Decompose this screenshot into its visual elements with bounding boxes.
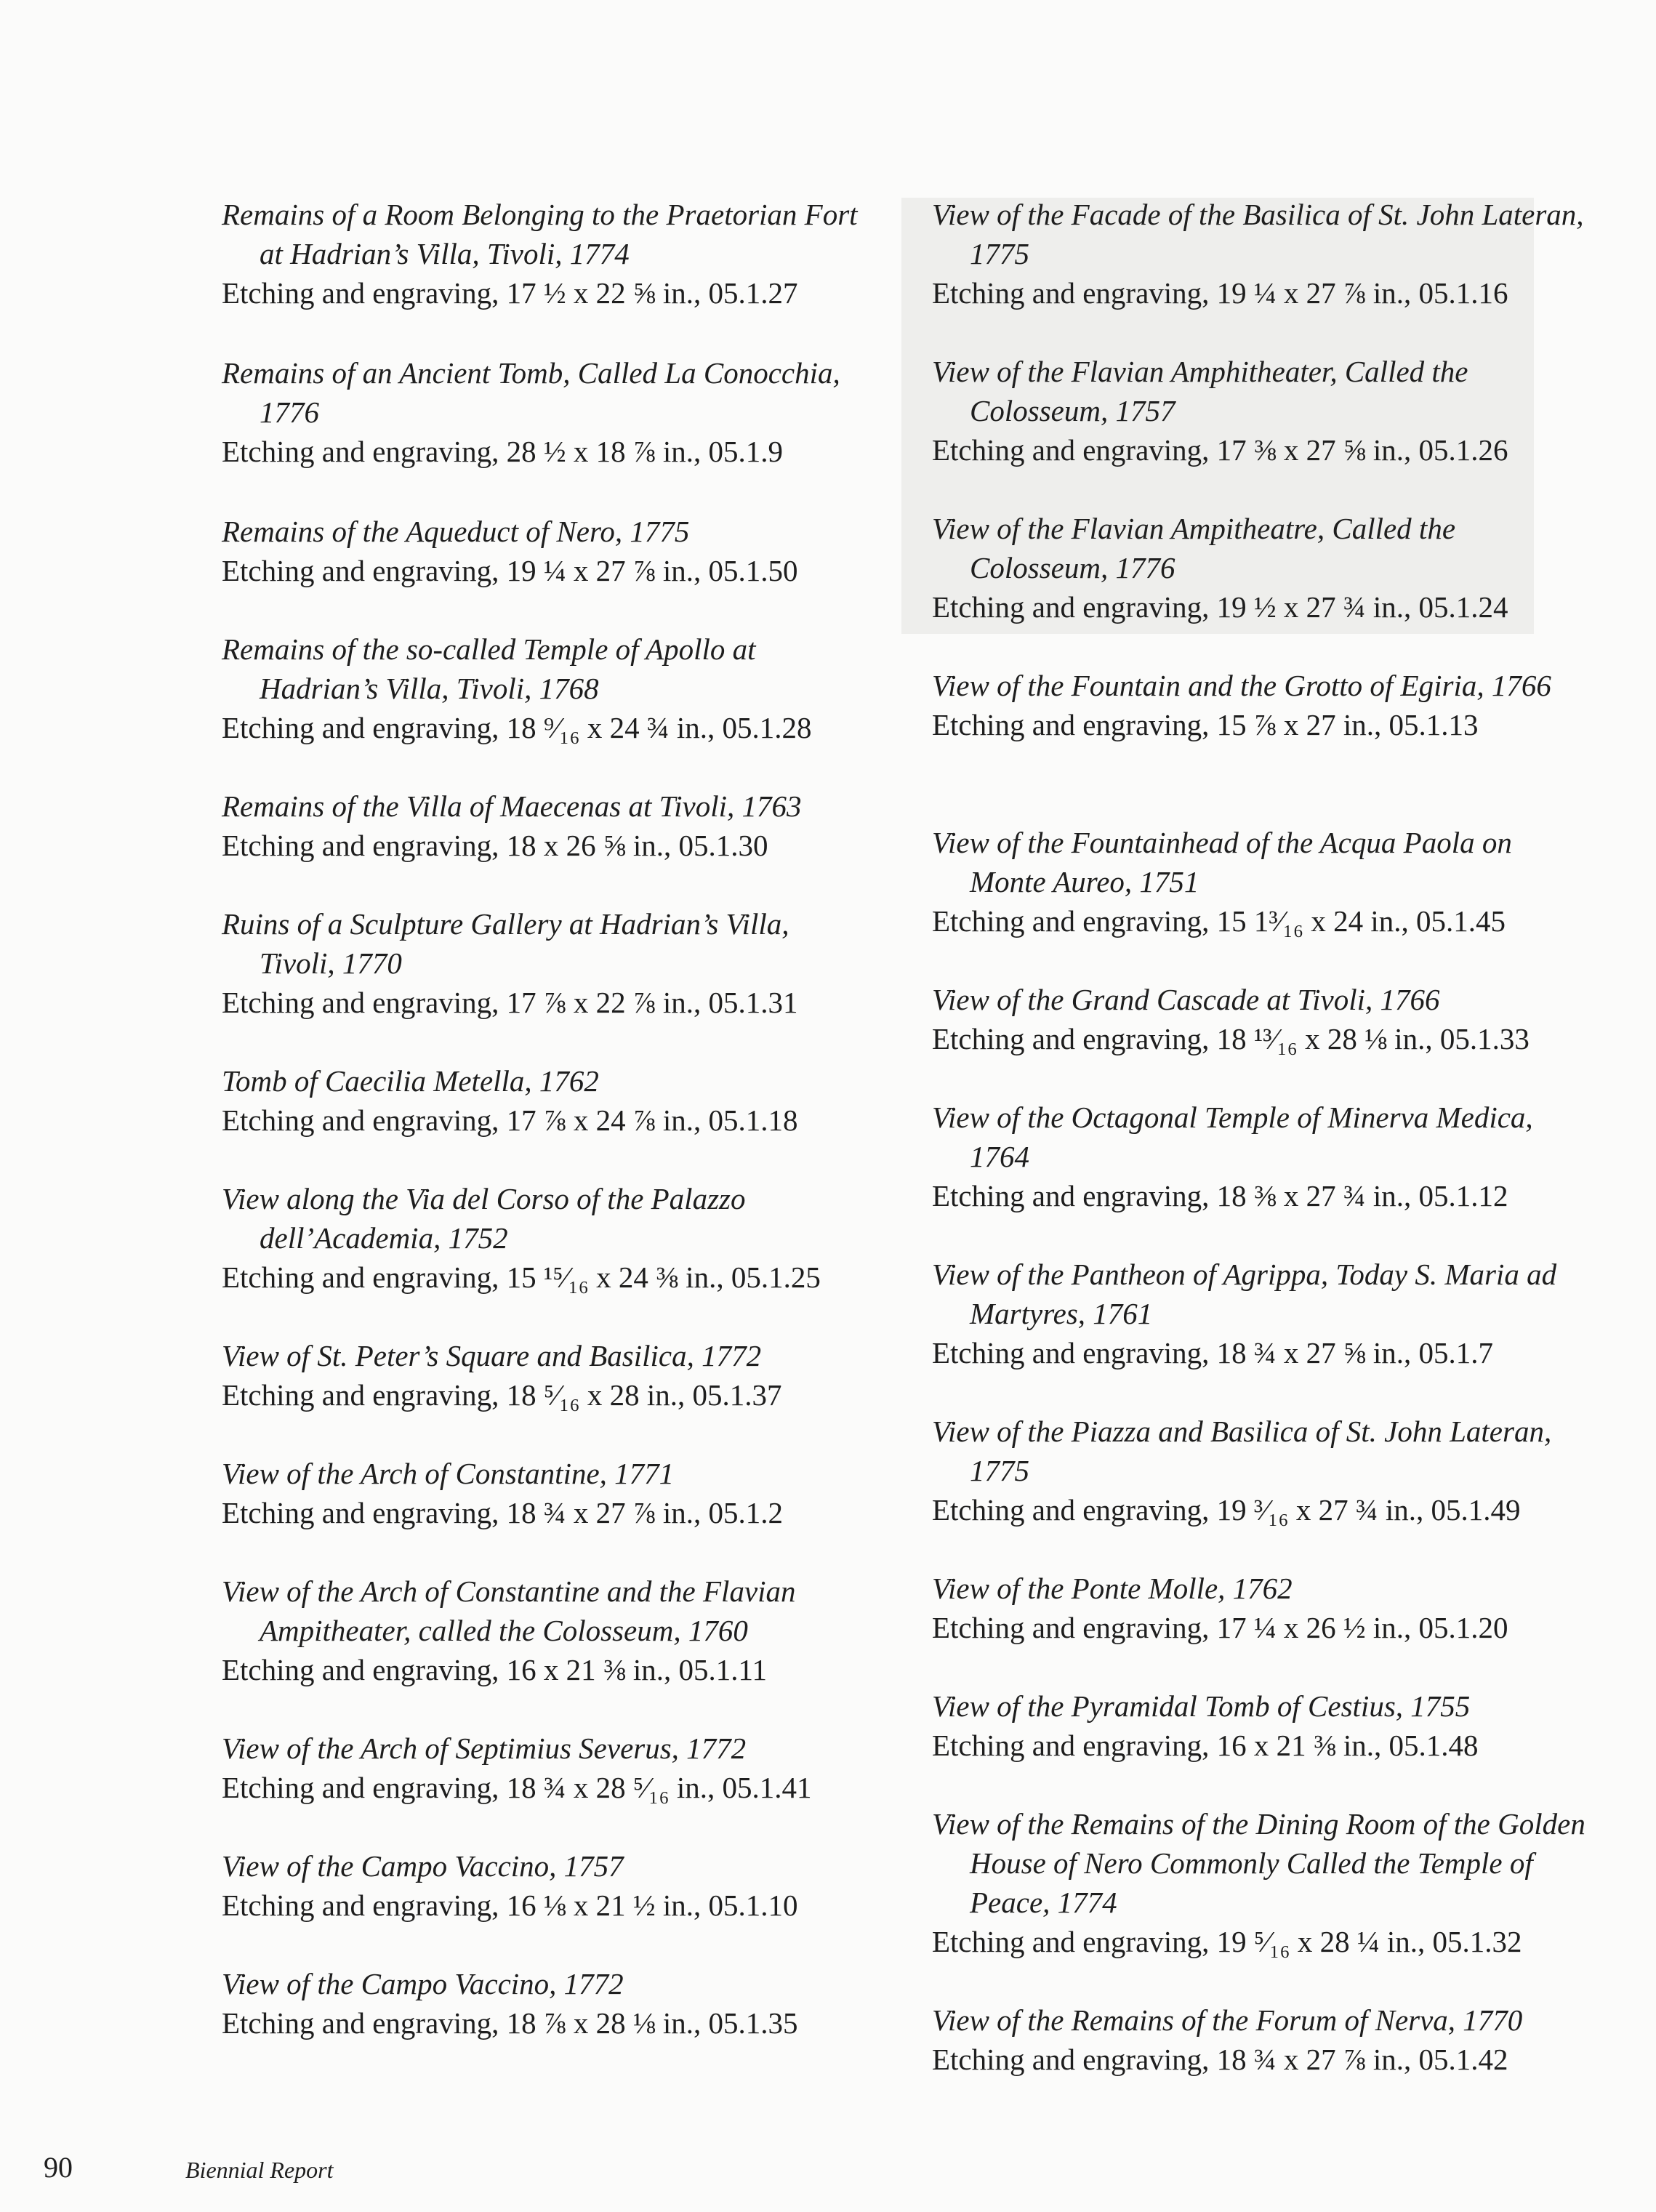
entry-medium: Etching and engraving, 16 x 21 ⅜ in., 05.1.48 (932, 1729, 1479, 1762)
entry-title: View of the Fountainhead of the Acqua Paola on Monte Aureo, 1751 (932, 826, 1512, 898)
entry-medium: Etching and engraving, 17 ⅜ x 27 ⅝ in., 05.1.26 (932, 433, 1508, 467)
entry-medium: Etching and engraving, 17 ¼ x 26 ½ in., 05.1.20 (932, 1611, 1508, 1644)
entry-title: View of the Arch of Septimius Severus, 1772 (222, 1732, 747, 1765)
entry-medium: Etching and engraving, 18 ¹³⁄₁₆ x 28 ⅛ in., 05.1.33 (932, 1022, 1530, 1055)
catalog-entry (932, 1098, 1586, 1215)
entry-title: Remains of the Aqueduct of Nero, 1775 (222, 515, 690, 548)
catalog-entry (222, 904, 861, 1022)
entry-medium: Etching and engraving, 18 ⅞ x 28 ⅛ in., 05.1.35 (222, 2006, 798, 2040)
catalog-entry (222, 1729, 861, 1807)
catalog-entry (222, 353, 861, 471)
entry-title: View of the Facade of the Basilica of St. John Lateran, 1775 (932, 198, 1584, 270)
entry-title: View of the Pyramidal Tomb of Cestius, 1755 (932, 1689, 1471, 1723)
entry-medium: Etching and engraving, 19 ⁵⁄₁₆ x 28 ¼ in., 05.1.32 (932, 1925, 1522, 1958)
entry-medium: Etching and engraving, 17 ⅞ x 22 ⅞ in., 05.1.31 (222, 986, 798, 1019)
entry-title: View of the Grand Cascade at Tivoli, 1766 (932, 983, 1440, 1016)
entry-title: Remains of the Villa of Maecenas at Tivoli, 1763 (222, 789, 802, 823)
catalog-entry (932, 509, 1586, 627)
entry-title: View of the Flavian Amphitheater, Called the Colosseum, 1757 (932, 355, 1468, 427)
entry-title: View of the Flavian Ampitheatre, Called the Colosseum, 1776 (932, 512, 1456, 584)
catalog-entry (932, 2000, 1586, 2079)
entry-title: View of the Piazza and Basilica of St. John Lateran, 1775 (932, 1415, 1552, 1487)
entry-medium: Etching and engraving, 19 ¼ x 27 ⅞ in., 05.1.16 (932, 276, 1508, 310)
entry-medium: Etching and engraving, 18 ⁵⁄₁₆ x 28 in., 05.1.37 (222, 1378, 782, 1412)
catalog-entry (932, 823, 1586, 941)
entry-medium: Etching and engraving, 18 ¾ x 28 ⁵⁄₁₆ in., 05.1.41 (222, 1771, 812, 1804)
entry-title: View of the Octagonal Temple of Minerva Medica, 1764 (932, 1101, 1533, 1173)
catalog-entry (222, 1846, 861, 1925)
catalog-entry (222, 1061, 861, 1140)
entry-medium: Etching and engraving, 16 x 21 ⅜ in., 05.1.11 (222, 1653, 768, 1686)
entry-medium: Etching and engraving, 19 ¼ x 27 ⅞ in., 05.1.50 (222, 554, 798, 587)
entry-medium: Etching and engraving, 18 ⅜ x 27 ¾ in., 05.1.12 (932, 1179, 1508, 1212)
entry-title: View of the Remains of the Dining Room of the Golden House of Nero Commonly Called the Temple of Peace, 1774 (932, 1807, 1585, 1919)
catalog-entry (222, 1964, 861, 2043)
catalog-entry (932, 980, 1586, 1058)
entry-title: View of the Arch of Constantine and the Flavian Ampitheater, called the Colosseum, 1760 (222, 1574, 796, 1647)
catalog-entry (932, 1686, 1586, 1765)
entry-medium: Etching and engraving, 18 ¾ x 27 ⅞ in., 05.1.2 (222, 1496, 784, 1529)
entry-title: View of the Campo Vaccino, 1757 (222, 1849, 624, 1883)
running-title: Biennial Report (185, 2157, 334, 2183)
entry-medium: Etching and engraving, 15 ¹⁵⁄₁₆ x 24 ⅜ in., 05.1.25 (222, 1260, 821, 1294)
entry-title: Remains of the so-called Temple of Apollo at Hadrian’s Villa, Tivoli, 1768 (222, 632, 756, 705)
catalog-entry (932, 1412, 1586, 1529)
entry-medium: Etching and engraving, 18 ¾ x 27 ⅞ in., 05.1.42 (932, 2043, 1508, 2076)
entry-title: View of the Ponte Molle, 1762 (932, 1572, 1293, 1605)
entry-medium: Etching and engraving, 28 ½ x 18 ⅞ in., 05.1.9 (222, 435, 784, 468)
catalog-entry (932, 1569, 1586, 1647)
entry-title: View along the Via del Corso of the Palazzo dell’Academia, 1752 (222, 1182, 746, 1255)
catalog-entry (222, 195, 861, 313)
entry-title: Remains of a Room Belonging to the Praetorian Fort at Hadrian’s Villa, Tivoli, 1774 (222, 198, 858, 270)
entry-medium: Etching and engraving, 19 ½ x 27 ¾ in., 05.1.24 (932, 590, 1508, 624)
entry-medium: Etching and engraving, 18 x 26 ⅝ in., 05.1.30 (222, 829, 768, 862)
catalog-entry (932, 352, 1586, 470)
entry-title: Ruins of a Sculpture Gallery at Hadrian’s Villa, Tivoli, 1770 (222, 907, 789, 980)
entry-title: View of the Campo Vaccino, 1772 (222, 1967, 624, 2000)
entry-title: Tomb of Caecilia Metella, 1762 (222, 1064, 599, 1098)
entry-medium: Etching and engraving, 19 ³⁄₁₆ x 27 ¾ in., 05.1.49 (932, 1493, 1521, 1527)
catalog-entry (932, 1255, 1586, 1372)
entry-medium: Etching and engraving, 15 ⅞ x 27 in., 05.1.13 (932, 708, 1479, 741)
catalog-entry (222, 630, 861, 747)
entry-title: View of the Fountain and the Grotto of Egiria, 1766 (932, 669, 1551, 702)
entry-title: View of St. Peter’s Square and Basilica, 1772 (222, 1339, 762, 1372)
entry-title: View of the Pantheon of Agrippa, Today S. Maria ad Martyres, 1761 (932, 1258, 1557, 1330)
catalog-entry (222, 512, 861, 590)
entry-medium: Etching and engraving, 16 ⅛ x 21 ½ in., 05.1.10 (222, 1889, 798, 1922)
catalog-entry (222, 1336, 861, 1415)
entry-title: Remains of an Ancient Tomb, Called La Conocchia, 1776 (222, 356, 840, 429)
catalog-entry (932, 666, 1586, 744)
catalog-entry (222, 787, 861, 865)
entry-medium: Etching and engraving, 15 1³⁄₁₆ x 24 in., 05.1.45 (932, 904, 1506, 938)
catalog-entry (222, 1179, 861, 1297)
entry-medium: Etching and engraving, 17 ½ x 22 ⅝ in., 05.1.27 (222, 276, 798, 310)
entry-medium: Etching and engraving, 17 ⅞ x 24 ⅞ in., 05.1.18 (222, 1103, 798, 1137)
catalog-entry (932, 1804, 1586, 1961)
entry-title: View of the Remains of the Forum of Nerva, 1770 (932, 2003, 1523, 2037)
catalog-entry (222, 1572, 861, 1689)
page-number: 90 (44, 2151, 73, 2184)
entry-medium: Etching and engraving, 18 ¾ x 27 ⅝ in., 05.1.7 (932, 1336, 1494, 1370)
catalog-entry (932, 195, 1586, 313)
entry-title: View of the Arch of Constantine, 1771 (222, 1457, 675, 1490)
entry-medium: Etching and engraving, 18 ⁹⁄₁₆ x 24 ¾ in., 05.1.28 (222, 711, 812, 744)
catalog-entry (222, 1454, 861, 1532)
